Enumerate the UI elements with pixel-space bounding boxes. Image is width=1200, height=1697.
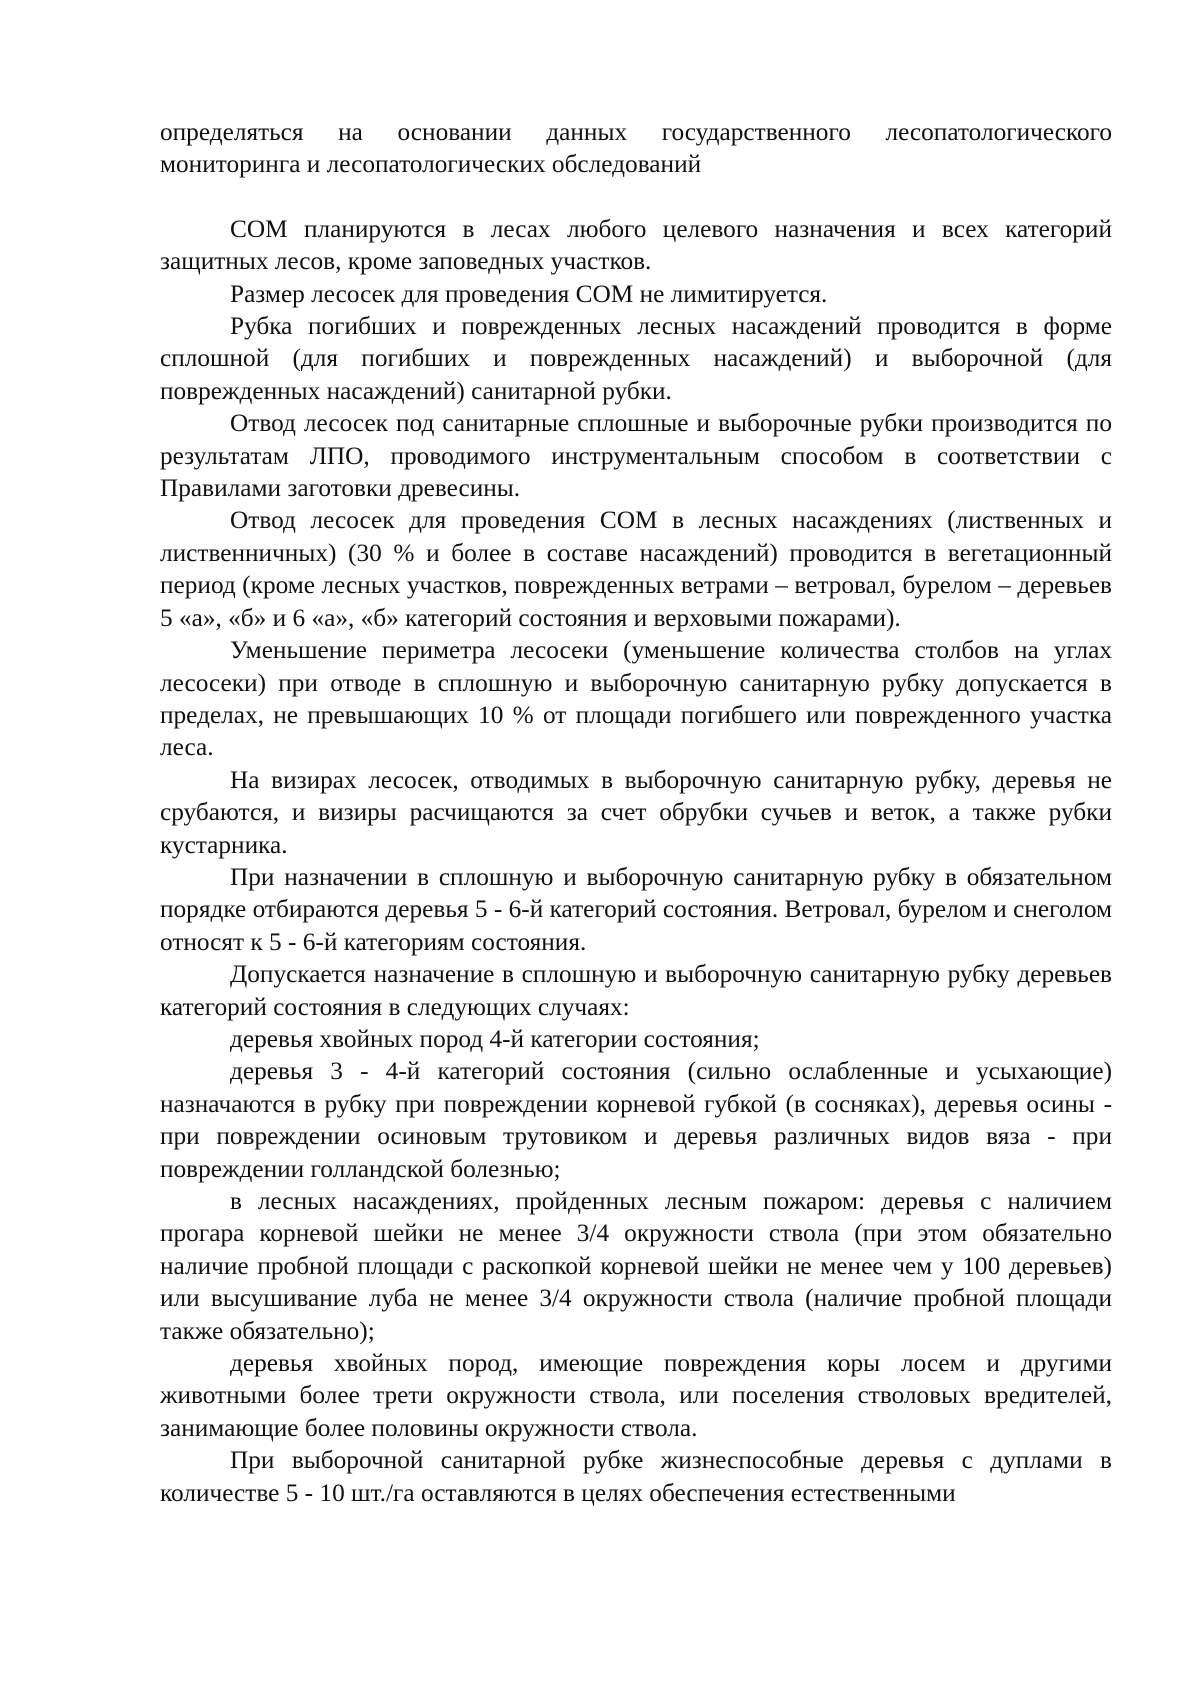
list-item: в лесных насаждениях, пройденных лесным пожаром: деревья с наличием прогара корневой шейки не менее 3/4 окружности ствола (при этом обязательно наличие пробной площади с раскопкой корневой шейки не менее чем у 100 деревьев) или высушивание луба не менее 3/4 окружности ствола (наличие пробной площади также обязательно); bbox=[160, 1187, 1112, 1345]
paragraph: СОМ планируются в лесах любого целевого назначения и всех категорий защитных лесов, кроме заповедных участков. bbox=[160, 214, 1112, 276]
paragraph: Отвод лесосек для проведения СОМ в лесных насаждениях (лиственных и лиственничных) (30 % и более в составе насаждений) проводится в вегетационный период (кроме лесных участков, поврежденных ветрами – ветровал, бурелом – деревьев 5 «а», «б» и 6 «а», «б» категорий состояния и верховыми пожарами). bbox=[160, 506, 1112, 632]
paragraph: Рубка погибших и поврежденных лесных насаждений проводится в форме сплошной (для погибших и поврежденных насаждений) и выборочной (для поврежденных насаждений) санитарной рубки. bbox=[160, 312, 1112, 405]
paragraph: При назначении в сплошную и выборочную санитарную рубку в обязательном порядке отбираются деревья 5 - 6-й категорий состояния. Ветровал, бурелом и снеголом относят к 5 - 6-й категориям состояния. bbox=[160, 862, 1112, 956]
paragraph: Размер лесосек для проведения СОМ не лимитируется. bbox=[230, 279, 828, 308]
document-body bbox=[160, 116, 1112, 1509]
paragraph: При выборочной санитарной рубке жизнеспособные деревья с дуплами в количестве 5 - 10 шт./га оставляются в целях обеспечения естественными bbox=[160, 1446, 1112, 1507]
paragraph: Уменьшение периметра лесосеки (уменьшение количества столбов на углах лесосеки) при отводе в сплошную и выборочную санитарную рубку допускается в пределах, не превышающих 10 % от площади погибшего или поврежденного участка леса. bbox=[160, 636, 1112, 762]
paragraph-continuation: определяться на основании данных государственного лесопатологического мониторинга и лесопатологических обследований bbox=[160, 118, 1112, 179]
list-item: деревья хвойных пород 4-й категории состояния; bbox=[230, 1024, 760, 1053]
paragraph: Отвод лесосек под санитарные сплошные и выборочные рубки производится по результатам ЛПО, проводимого инструментальным способом в соответствии с Правилами заготовки древесины. bbox=[160, 409, 1112, 503]
paragraph: На визирах лесосек, отводимых в выборочную санитарную рубку, деревья не срубаются, и визиры расчищаются за счет обрубки сучьев и веток, а также рубки кустарника. bbox=[160, 765, 1112, 859]
list-item: деревья хвойных пород, имеющие повреждения коры лосем и другими животными более трети окружности ствола, или поселения стволовых вредителей, занимающие более половины окружности ствола. bbox=[160, 1349, 1112, 1442]
list-item: деревья 3 - 4-й категорий состояния (сильно ослабленные и усыхающие) назначаются в рубку при повреждении корневой губкой (в сосняках), деревья осины - при повреждении осиновым трутовиком и деревья различных видов вяза - при повреждении голландской болезнью; bbox=[160, 1057, 1112, 1183]
paragraph: Допускается назначение в сплошную и выборочную санитарную рубку деревьев категорий состояния в следующих случаях: bbox=[160, 960, 1112, 1021]
